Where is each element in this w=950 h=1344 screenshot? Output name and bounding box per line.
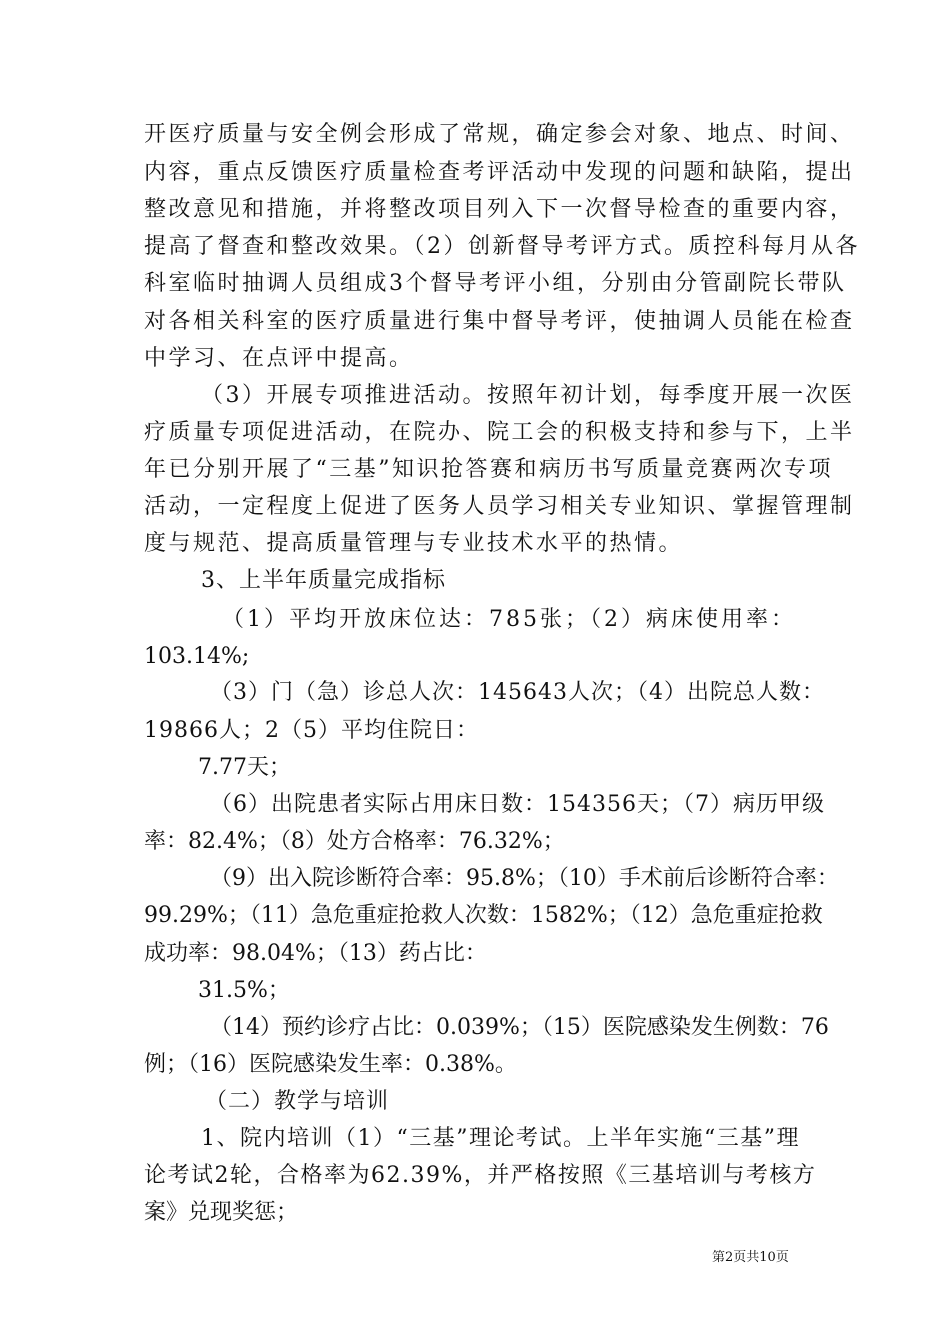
text-line: 率：82.4%；（8）处方合格率：76.32%； [144,829,565,854]
text-line: （14）预约诊疗占比：0.039%；（15）医院感染发生例数：76 [210,1015,829,1040]
text-line: 19866人；2（5）平均住院日： [144,718,479,743]
text-line: 中学习、在点评中提高。 [144,346,414,371]
text-line: 论考试2轮，合格率为62.39%，并严格按照《三基培训与考核方 [144,1163,817,1188]
text-line: 1、院内培训（1）“三基”理论考试。上半年实施“三基”理 [201,1126,800,1151]
text-line: （1）平均开放床位达：785张；（2）病床使用率： [222,607,796,632]
text-line: 对各相关科室的医疗质量进行集中督导考评，使抽调人员能在检查 [144,309,855,334]
section-heading: （二）教学与培训 [205,1089,390,1114]
text-line: 度与规范、提高质量管理与专业技术水平的热情。 [144,531,684,556]
text-line: 例；（16）医院感染发生率：0.38%。 [144,1052,517,1077]
text-line: 103.14%; [144,644,250,669]
text-line: 内容，重点反馈医疗质量检查考评活动中发现的问题和缺陷，提出 [144,160,855,185]
text-line: 99.29%；（11）急危重症抢救人次数：1582%；（12）急危重症抢救 [144,903,823,928]
text-line: （3）开展专项推进活动。按照年初计划，每季度开展一次医 [201,383,855,408]
text-line: 疗质量专项促进活动，在院办、院工会的积极支持和参与下，上半 [144,420,855,445]
text-line: 31.5%； [198,978,290,1003]
text-line: 提高了督查和整改效果。（2）创新督导考评方式。质控科每月从各 [144,234,860,259]
text-line: 成功率：98.04%；（13）药占比： [144,941,487,966]
text-line: 年已分别开展了“三基”知识抢答赛和病历书写质量竞赛两次专项 [144,457,833,482]
text-line: 活动，一定程度上促进了医务人员学习相关专业知识、掌握管理制 [144,494,855,519]
text-line: 整改意见和措施，并将整改项目列入下一次督导检查的重要内容， [144,197,855,222]
text-line: 案》兑现奖惩； [144,1200,299,1225]
text-line: 科室临时抽调人员组成3个督导考评小组，分别由分管副院长带队 [144,271,847,296]
text-line: （6）出院患者实际占用床日数：154356天；（7）病历甲级 [210,792,825,817]
text-line: （9）出入院诊断符合率：95.8%；（10）手术前后诊断符合率： [210,866,839,891]
text-line: 7.77天； [198,755,291,780]
section-heading: 3、上半年质量完成指标 [201,568,446,593]
text-line: （3）门（急）诊总人次：145643人次；（4）出院总人数： [210,680,825,705]
text-line: 开医疗质量与安全例会形成了常规，确定参会对象、地点、时间、 [144,122,855,147]
page-footer: 第2页共10页 [712,1250,789,1265]
